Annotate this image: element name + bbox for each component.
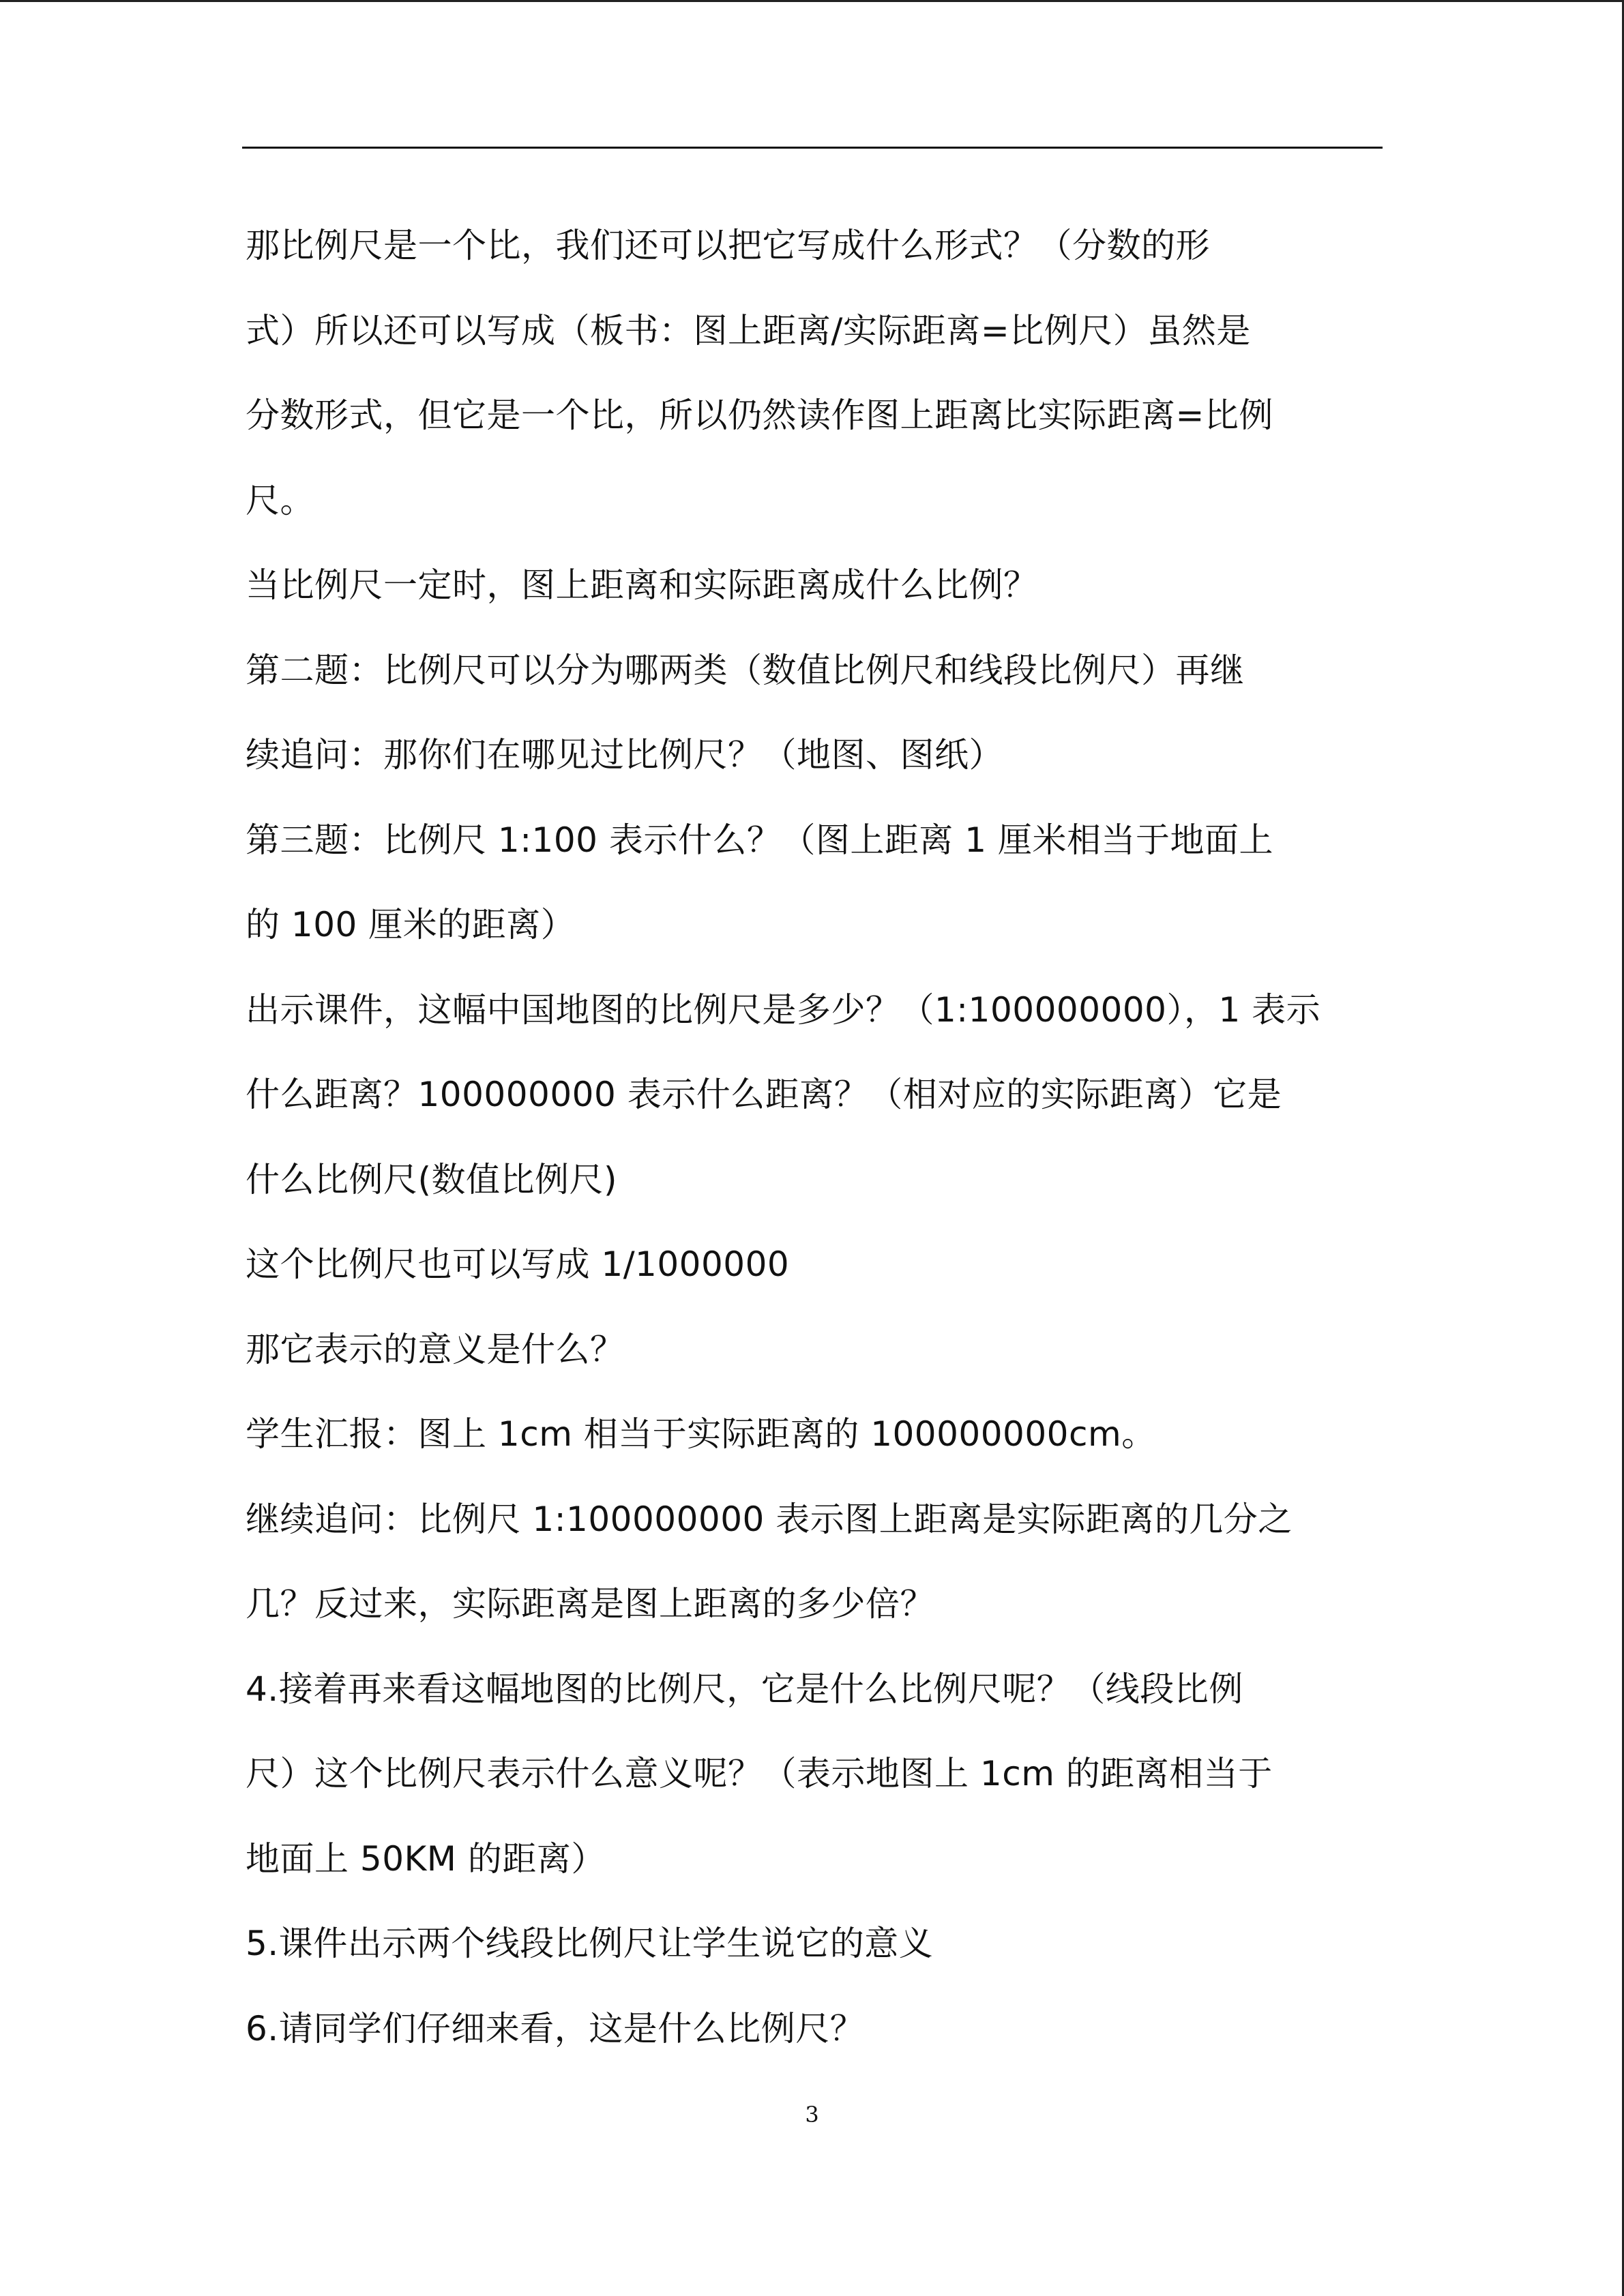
text-line: 几？反过来，实际距离是图上距离的多少倍？ — [246, 1584, 934, 1624]
text-line: 继续追问：比例尺 1:100000000 表示图上距离是实际距离的几分之 — [246, 1499, 1293, 1539]
text-line: 当比例尺一定时，图上距离和实际距离成什么比例？ — [246, 565, 1038, 605]
text-line: 第三题：比例尺 1:100 表示什么？（图上距离 1 厘米相当于地面上 — [246, 820, 1273, 860]
text-line: 6.请同学们仔细来看，这是什么比例尺？ — [246, 2008, 865, 2048]
text-line: 什么距离？100000000 表示什么距离？（相对应的实际距离）它是 — [246, 1075, 1282, 1114]
page-number: 3 — [805, 2102, 819, 2128]
text-line: 4.接着再来看这幅地图的比例尺，它是什么比例尺呢？（线段比例 — [246, 1669, 1243, 1709]
text-line: 地面上 50KM 的距离） — [246, 1838, 606, 1879]
text-line: 什么比例尺(数值比例尺) — [246, 1159, 618, 1199]
text-line: 的 100 厘米的距离） — [246, 905, 576, 944]
text-line: 学生汇报：图上 1cm 相当于实际距离的 100000000cm。 — [246, 1414, 1156, 1454]
text-line: 尺。 — [246, 480, 314, 520]
text-line: 那它表示的意义是什么？ — [246, 1329, 625, 1369]
text-line: 这个比例尺也可以写成 1/1000000 — [246, 1244, 790, 1284]
text-line: 式）所以还可以写成（板书：图上距离/实际距离=比例尺）虽然是 — [246, 310, 1251, 351]
text-line: 那比例尺是一个比，我们还可以把它写成什么形式？（分数的形 — [246, 226, 1210, 265]
text-line: 分数形式，但它是一个比，所以仍然读作图上距离比实际距离=比例 — [246, 396, 1273, 435]
header-rule — [242, 147, 1383, 149]
text-line: 尺）这个比例尺表示什么意义呢？（表示地图上 1cm 的距离相当于 — [246, 1754, 1273, 1793]
text-line: 第二题：比例尺可以分为哪两类（数值比例尺和线段比例尺）再继 — [246, 650, 1245, 690]
text-line: 出示课件，这幅中国地图的比例尺是多少？（1:100000000），1 表示 — [246, 989, 1321, 1030]
text-line: 续追问：那你们在哪见过比例尺？（地图、图纸） — [246, 735, 1003, 775]
page-border-top — [0, 0, 1624, 2]
text-line: 5.课件出示两个线段比例尺让学生说它的意义 — [246, 1924, 934, 1963]
document-body — [246, 203, 1378, 2071]
